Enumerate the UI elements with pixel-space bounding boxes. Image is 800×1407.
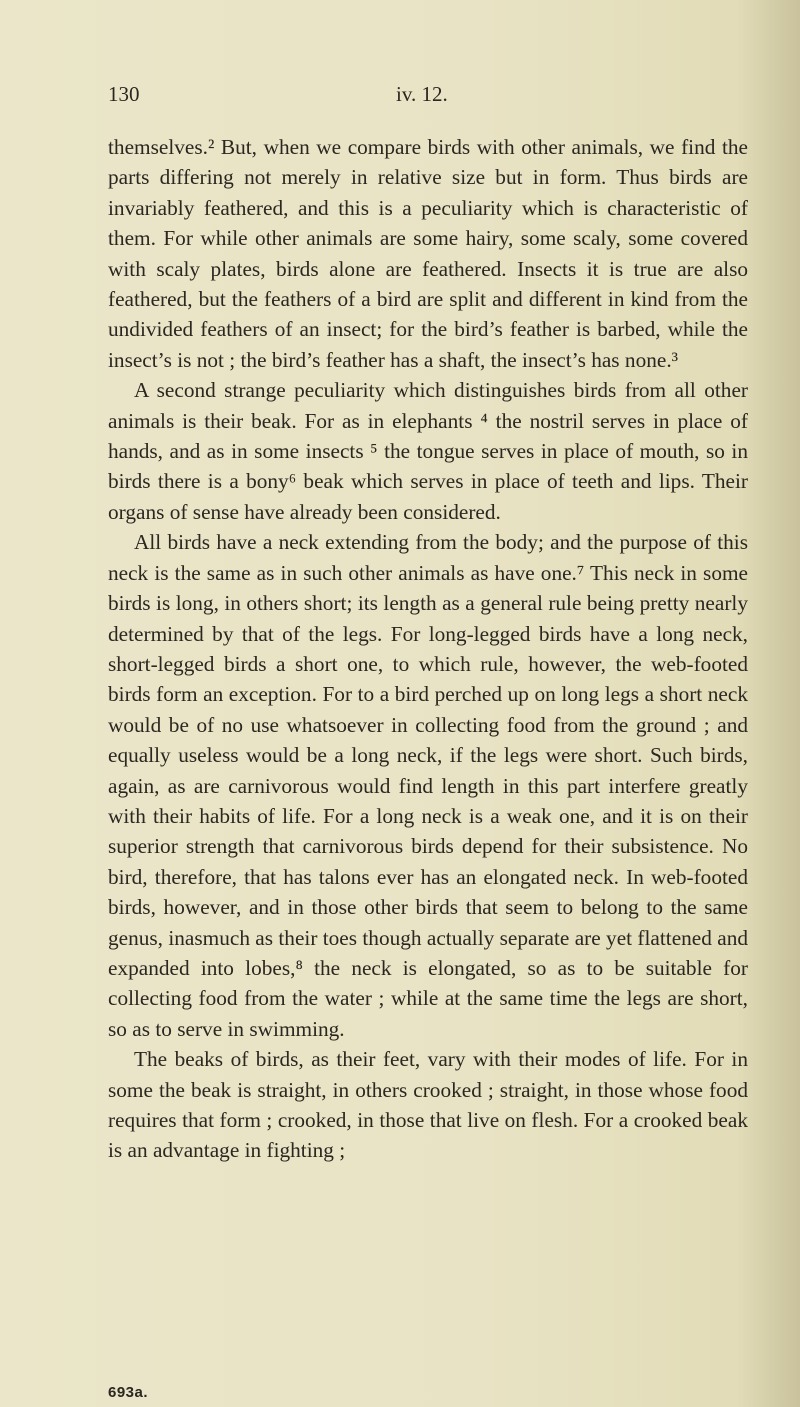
paragraph-2: A second strange peculiarity which distinguishes birds from all other animals is their beak. For as in elephants ⁴ the nostril serves in place of hands, and as in some insects ⁵ the tongue serves in place of mouth, so in birds there is a bony⁶ beak which serves in place of teeth and lips. Their organs of sense have already been considered. <box>108 378 748 524</box>
body-text <box>108 132 748 1166</box>
signature-mark: 693a. <box>108 1384 149 1401</box>
paragraph-3: All birds have a neck extending from the body; and the purpose of this neck is the same as in such other animals as have one.⁷ This neck in some birds is long, in others short; its length as a general rule being pretty nearly determined by that of the legs. For long-legged birds have a long neck, short-legged birds a short one, to which rule, however, the web-footed birds form an exception. For to a bird perched up on long legs a short neck would be of no use whatsoever in collecting food from the ground ; and equally useless would be a long neck, if the legs were short. Such birds, again, as are carnivorous would find length in this part interfere greatly with their habits of life. For a long neck is a weak one, and it is on their superior strength that carnivorous birds depend for their subsistence. No bird, therefore, that has talons ever has an elongated neck. In web-footed birds, however, and in those other birds that seem to belong to the same genus, inasmuch as their toes though actually separate are yet flattened and expanded into lobes,⁸ the neck is elongated, so as to be suitable for collecting food from the water ; while at the same time the legs are short, so as to serve in swimming. <box>108 530 748 1041</box>
paragraph-4: The beaks of birds, as their feet, vary with their modes of life. For in some the beak is straight, in others crooked ; straight, in those whose food requires that form ; crooked, in those that live on flesh. For a crooked beak is an advantage in fighting ; <box>108 1047 748 1163</box>
chapter-reference: iv. 12. <box>396 82 448 106</box>
paragraph-1: themselves.² But, when we compare birds with other animals, we find the parts differing not merely in relative size but in form. Thus birds are invariably feathered, and this is a peculiarity which is characteristic of them. For while other animals are some hairy, some scaly, some covered with scaly plates, birds alone are feathered. Insects it is true are also feathered, but the feathers of a bird are split and different in kind from the undivided feathers of an insect; for the bird’s feather is barbed, while the insect’s is not ; the bird’s feather has a shaft, the insect’s has none.³ <box>108 135 748 372</box>
page-number: 130 <box>108 82 140 106</box>
running-head <box>108 82 688 110</box>
